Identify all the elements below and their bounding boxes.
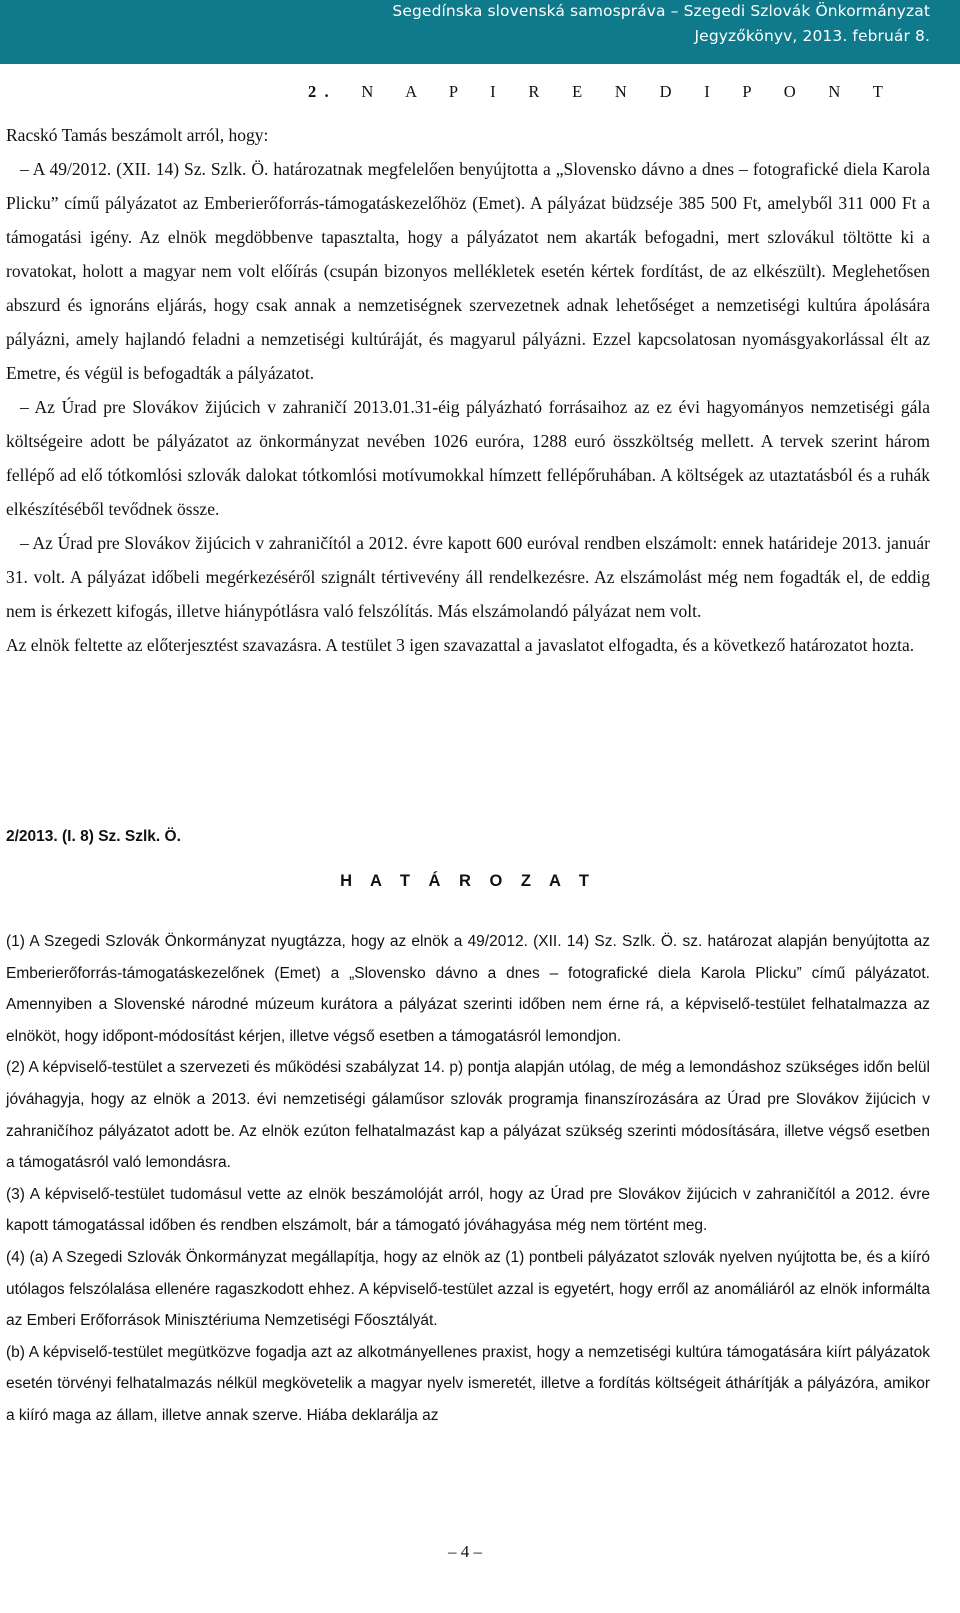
- resolution-body: [6, 926, 930, 1432]
- intro-line: Racskó Tamás beszámolt arról, hogy:: [6, 125, 269, 145]
- report-body: [6, 118, 930, 662]
- report-paragraph-1: – A 49/2012. (XII. 14) Sz. Szlk. Ö. határozatnak megfelelően benyújtotta a „Slovensko dávno a dnes – fotografické diela Karola Plicku” című pályázatot az Emberierőforrás-támogatáskezelőhöz (Emet). A pályázat büdzséje 385 500 Ft, amelyből 311 000 Ft a támogatási igény. Az elnök megdöbbenve tapasztalta, hogy a pályázatot nem akarták befogadni, mert szlovákul töltötte ki a rovatokat, holott a magyar nem volt előírás (csupán bizonyos mellékletek esetén kértek fordítást, de az elkészült). Meglehetősen abszurd és ignoráns eljárás, hogy csak annak a nemzetiségnek szervezetnek adnak lehetőséget a nemzetiségi kultúra ápolására pályázni, amely hajlandó feladni a nemzetiségi kultúráját, és magyarul pályázni. Ezzel kapcsolatosan nyomásgyakorlással élt az Emetre, és végül is befogadták a pályázatot.: [6, 159, 930, 383]
- header-band: [0, 0, 960, 64]
- page-number: – 4 –: [448, 1542, 482, 1561]
- agenda-number: 2.: [308, 82, 337, 101]
- agenda-title: N A P I R E N D I P O N T: [361, 82, 892, 101]
- report-paragraph-3: – Az Úrad pre Slovákov žijúcich v zahraničítól a 2012. évre kapott 600 euróval rendben elszámolt: ennek határideje 2013. január 31. volt. A pályázat időbeli megérkezéséről szignált tértivevény áll rendelkezésre. Az elszámolást még nem fogadták el, de eddig nem is érkezett kifogás, illetve hiánypótlásra való felszólítás. Más elszámolandó pályázat nem volt.: [6, 533, 930, 621]
- resolution-point-4a: (4) (a) A Szegedi Szlovák Önkormányzat megállapítja, hogy az elnök az (1) pontbeli pályázatot szlovák nyelven nyújtotta be, és a kiíró utólagos felszólalása ellenére ragaszkodott ehhez. A képviselő-testület azzal is egyetért, hogy erről az anomáliáról az elnök informálta az Emberi Erőforrások Minisztériuma Nemzetiségi Főosztályát.: [6, 1248, 930, 1330]
- report-paragraph-2: – Az Úrad pre Slovákov žijúcich v zahraničí 2013.01.31-éig pályázható forrásaihoz az ez évi hagyományos nemzetiségi gála költségeire adott be pályázatot az önkormányzat nevében 1026 euróra, 1288 euró összköltség mellett. A tervek szerint három fellépő ad elő tótkomlósi szlovák dalokat tótkomlósi motívumokkal hímzett fellépőruhában. A költségek az utaztatásból és a ruhák elkészítéséből tevődnek össze.: [6, 397, 930, 519]
- vote-paragraph: Az elnök feltette az előterjesztést szavazásra. A testület 3 igen szavazattal a javaslatot elfogadta, és a következő határozatot hozta.: [6, 635, 915, 655]
- resolution-point-3: (3) A képviselő-testület tudomásul vette az elnök beszámolóját arról, hogy az Úrad pre Slovákov žijúcich v zahraničítól a 2012. évre kapott támogatással időben és rendben elszámolt, bár a támogató jóváhagyása még nem történt meg.: [6, 1185, 930, 1235]
- resolution-point-4b: (b) A képviselő-testület megütközve fogadja azt az alkotmányellenes praxist, hogy a nemzetiségi kultúra támogatására kiírt pályázatok esetén törvényi felhatalmazás nélkül megkövetelik a magyar nyelv ismeretét, illetve a fordítás költségeit áthárítják a pályázóra, amikor a kiíró maga az állam, illetve annak szerve. Hiába deklarálja az: [6, 1343, 930, 1424]
- resolution-number: 2/2013. (I. 8) Sz. Szlk. Ö.: [6, 828, 181, 845]
- header-minutes-date: Jegyzőkönyv, 2013. február 8.: [694, 27, 930, 45]
- resolution-title: H A T Á R O Z A T: [340, 872, 596, 890]
- agenda-heading: [308, 82, 891, 102]
- header-organization: Segedínska slovenská samospráva – Szegedi Szlovák Önkormányzat: [392, 2, 930, 20]
- resolution-point-1: (1) A Szegedi Szlovák Önkormányzat nyugtázza, hogy az elnök a 49/2012. (XII. 14) Sz. Szlk. Ö. sz. határozat alapján benyújtotta az Emberierőforrás-támogatáskezelőnek (Emet) a „Slovensko dávno a dnes – fotografické diela Karola Plicku” című pályázatot. Amennyiben a Slovenské národné múzeum kurátora a pályázat szerinti időben nem érne rá, a képviselő-testület felhatalmazza az elnököt, hogy időpont-módosítást kérjen, illetve végső esetben a támogatásról lemondjon.: [6, 933, 930, 1045]
- resolution-point-2: (2) A képviselő-testület a szervezeti és működési szabályzat 14. p) pontja alapján utólag, de még a lemondáshoz szükséges időn belül jóváhagyja, hogy az elnök a 2013. évi nemzetiségi gálaműsor szlovák programja finanszírozására az Úrad pre Slovákov žijúcich v zahraničíhoz pályázatot adott be. Az elnök ezúton felhatalmazást kap a pályázat szükség szerinti módosítására, illetve végső esetben a támogatásról való lemondásra.: [6, 1059, 930, 1172]
